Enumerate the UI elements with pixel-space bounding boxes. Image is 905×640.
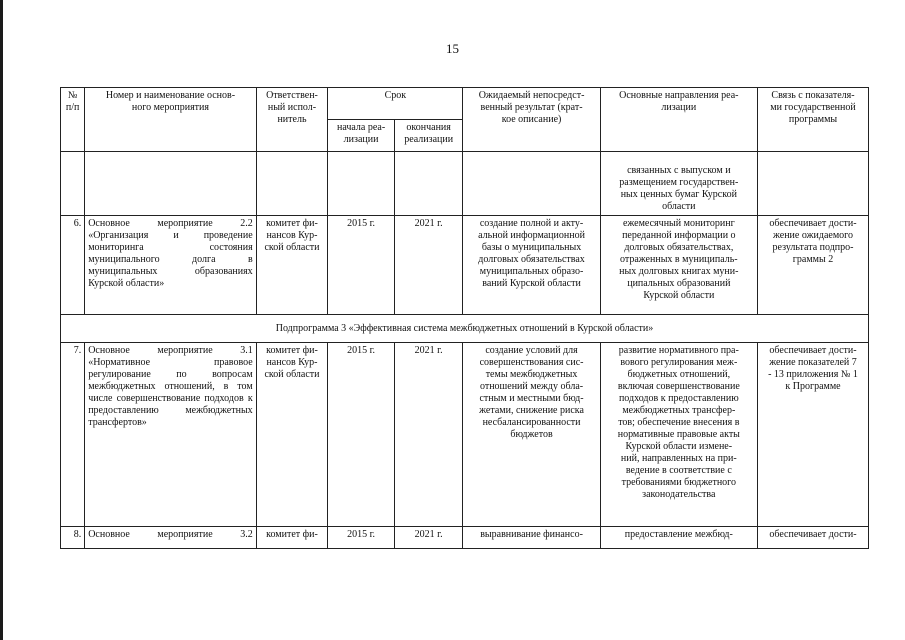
continuation-row	[61, 152, 869, 216]
row-end: 2021 г.	[394, 527, 463, 549]
table-row	[61, 343, 869, 527]
header-term: Срок	[328, 88, 463, 120]
row-link: обеспечивает дости-	[758, 527, 869, 549]
row-responsible: комитет фи-	[256, 527, 328, 549]
table-row	[61, 216, 869, 315]
row-responsible: комитет фи- нансов Кур- ской области	[256, 343, 328, 527]
page-number: 15	[446, 41, 459, 56]
row-start: 2015 г.	[328, 216, 395, 315]
row-name: Основное мероприятие 3.2	[85, 527, 256, 549]
program-table	[60, 87, 869, 549]
row-result: создание условий для совершенствования сис- темы межбюджетных отношений между обла- стным и местными бюд- жетами, снижение риска несбалансированности бюджетов	[463, 343, 600, 527]
header-name: Номер и наименование основ- ного мероприятия	[85, 88, 256, 152]
row-num: 6.	[61, 216, 85, 315]
row-link: обеспечивает дости- жение ожидаемого результата подпро- граммы 2	[758, 216, 869, 315]
row-link: обеспечивает дости- жение показателей 7 - 13 приложения № 1 к Программе	[758, 343, 869, 527]
row-name: Основное мероприятие 2.2 «Организация и проведение мониторинга состояния муниципального долга в муниципальных образованиях Курской области»	[85, 216, 256, 315]
row-directions: развитие нормативного пра- вового регулирования меж- бюджетных отношений, включая совершенствование подходов к предоставлению межбюджетных трансфер- тов; обеспечение внесения в нормативные правовые акты Курской области измене- ний, направленных на при- ведение в соответствие с требованиями бюджетного законодательства	[600, 343, 757, 527]
row-start: 2015 г.	[328, 343, 395, 527]
page-edge-bar	[0, 0, 3, 640]
row-directions: предоставление межбюд-	[600, 527, 757, 549]
header-term-start: начала реа- лизации	[328, 120, 395, 152]
continuation-directions: связанных с выпуском и размещением государствен- ных ценных бумаг Курской области	[600, 152, 757, 216]
row-end: 2021 г.	[394, 216, 463, 315]
row-responsible: комитет фи- нансов Кур- ской области	[256, 216, 328, 315]
subprogram-title: Подпрограмма 3 «Эффективная система межбюджетных отношений в Курской области»	[61, 315, 869, 343]
row-num: 8.	[61, 527, 85, 549]
header-responsible: Ответствен- ный испол- нитель	[256, 88, 328, 152]
row-end: 2021 г.	[394, 343, 463, 527]
row-result: выравнивание финансо-	[463, 527, 600, 549]
table-row	[61, 527, 869, 549]
header-directions: Основные направления реа- лизации	[600, 88, 757, 152]
row-name: Основное мероприятие 3.1 «Нормативное правовое регулирование по вопросам межбюджетных отношений, в том числе совершенствование подходов к предоставлению межбюджетных трансфертов»	[85, 343, 256, 527]
header-link: Связь с показателя- ми государственной программы	[758, 88, 869, 152]
row-result: создание полной и акту- альной информационной базы о муниципальных долговых обязательствах муниципальных образо- ваний Курской области	[463, 216, 600, 315]
header-term-end: окончания реализации	[394, 120, 463, 152]
subprogram-row	[61, 315, 869, 343]
row-start: 2015 г.	[328, 527, 395, 549]
row-num: 7.	[61, 343, 85, 527]
header-result: Ожидаемый непосредст- венный результат (крат- кое описание)	[463, 88, 600, 152]
header-num: № п/п	[61, 88, 85, 152]
row-directions: ежемесячный мониторинг переданной информации о долговых обязательствах, отраженных в муниципаль- ных долговых книгах муни- ципальных образований Курской области	[600, 216, 757, 315]
header-row	[61, 88, 869, 120]
